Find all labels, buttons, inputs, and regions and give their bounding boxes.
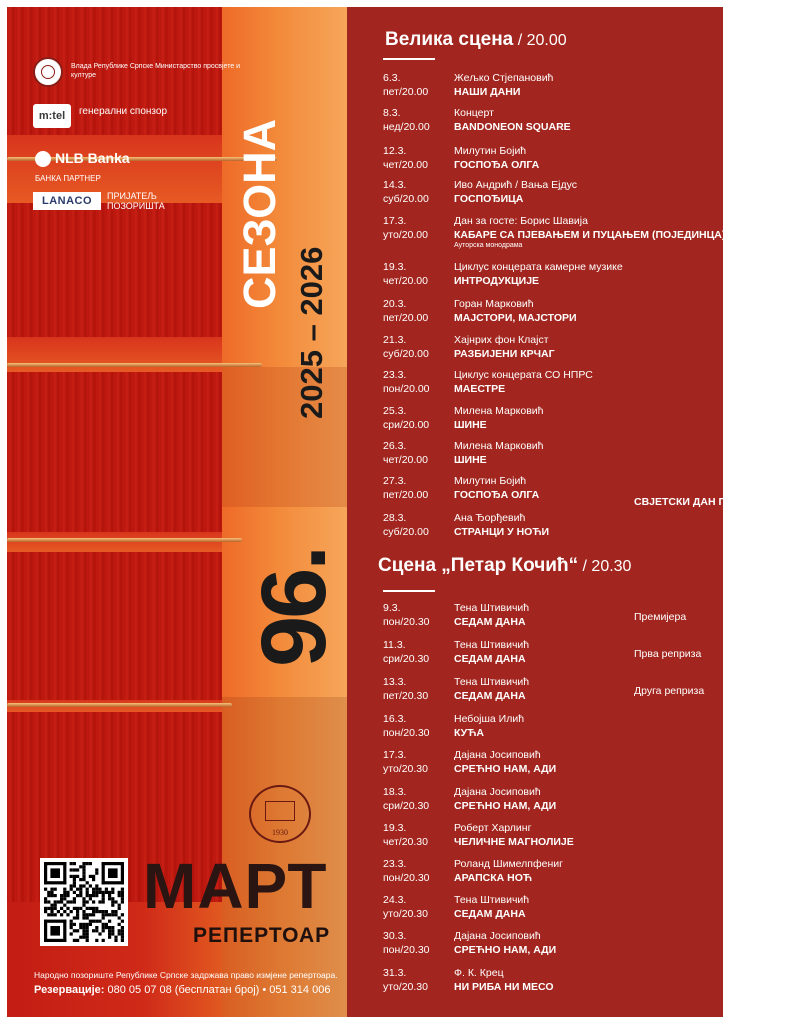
event-author: Роланд Шимелпфениг	[454, 858, 563, 870]
event-info	[454, 601, 724, 629]
event-row	[383, 675, 723, 715]
event-date: 13.3. пет/20.30	[383, 676, 429, 702]
event-info	[454, 260, 724, 288]
event-play: ГОСПОЂА ОЛГА	[454, 159, 540, 171]
event-row	[383, 821, 723, 861]
lanaco-logo: LANACO	[33, 192, 101, 210]
season-years: 2025 – 2026	[294, 246, 329, 419]
event-play: СРЕЋНО НАМ, АДИ	[454, 763, 557, 775]
government-emblem-icon	[33, 57, 63, 87]
event-author: Роберт Харлинг	[454, 822, 532, 834]
event-date: 23.3. пон/20.30	[383, 858, 430, 884]
repertoire-notice: Народно позориште Републике Српске задржава право измјене репертоара.	[34, 970, 338, 980]
mtel-logo: m:tel	[33, 104, 71, 128]
event-play: МАЕСТРЕ	[454, 383, 506, 395]
event-row	[383, 638, 723, 678]
event-date: 17.3. уто/20.30	[383, 749, 428, 775]
big-stage-title: Велика сцена / 20.00	[385, 29, 567, 50]
event-author: Циклус концерата СО НПРС	[454, 369, 593, 381]
event-play: СТРАНЦИ У НОЋИ	[454, 526, 550, 538]
event-date: 12.3. чет/20.00	[383, 145, 428, 171]
event-row	[383, 178, 723, 218]
event-author: Иво Андрић / Вања Ејдус	[454, 179, 577, 191]
season-title	[202, 47, 345, 667]
event-row	[383, 260, 723, 300]
event-row	[383, 404, 723, 444]
event-date: 18.3. сри/20.30	[383, 786, 430, 812]
event-date: 19.3. чет/20.00	[383, 261, 428, 287]
event-row	[383, 511, 723, 551]
event-date: 28.3. суб/20.00	[383, 512, 429, 538]
event-play: КАБАРЕ СА ПЈЕВАЊЕМ И ПУЦАЊЕМ (ПОЈЕДИНЦА)	[454, 229, 726, 241]
event-play: СЕДАМ ДАНА	[454, 653, 526, 665]
event-row	[383, 893, 723, 933]
event-date: 20.3. пет/20.00	[383, 298, 429, 324]
event-tag: Прва реприза	[634, 648, 702, 660]
event-tag: СВЈЕТСКИ ДАН ПОЗОРИШТА	[634, 496, 787, 508]
season-number: 96.	[243, 548, 345, 667]
event-row	[383, 71, 723, 111]
event-info	[454, 675, 724, 703]
event-date: 16.3. пон/20.30	[383, 713, 430, 739]
kocic-stage-title: Сцена „Петар Кочић“ / 20.30	[378, 555, 632, 576]
event-author: Хајнрих фон Клајст	[454, 334, 549, 346]
repertoire-title: РЕПЕРТОАР	[193, 924, 331, 947]
event-note: Ауторска монодрама	[454, 242, 523, 249]
event-row	[383, 601, 723, 641]
event-info	[454, 748, 724, 776]
event-date: 31.3. уто/20.30	[383, 967, 428, 993]
event-date: 25.3. сри/20.00	[383, 405, 430, 431]
event-info	[454, 821, 724, 849]
event-date: 6.3. пет/20.00	[383, 72, 429, 98]
poster	[7, 7, 787, 1017]
event-date: 9.3. пон/20.30	[383, 602, 430, 628]
nlb-logo-icon	[35, 151, 51, 167]
reservations-line	[34, 984, 330, 996]
season-word: СЕЗОНА	[234, 118, 285, 309]
event-info	[454, 857, 724, 885]
event-info	[454, 638, 724, 666]
event-date: 27.3. пет/20.00	[383, 475, 429, 501]
event-author: Жељко Стјепановић	[454, 72, 554, 84]
event-play: РАЗБИЈЕНИ КРЧАГ	[454, 348, 555, 360]
event-row	[383, 214, 726, 254]
event-info	[454, 214, 724, 250]
event-author: Тена Штивичић	[454, 639, 530, 651]
event-row	[383, 106, 723, 146]
event-info	[454, 712, 724, 740]
event-row	[383, 748, 723, 788]
event-date: 24.3. уто/20.30	[383, 894, 428, 920]
reservations-phones: 080 05 07 08 (бесплатан број) • 051 314 006	[107, 984, 331, 996]
mtel-role: генерални спонзор	[79, 106, 168, 117]
event-info	[454, 785, 724, 813]
event-tag: Друга реприза	[634, 685, 705, 697]
event-play: СРЕЋНО НАМ, АДИ	[454, 800, 557, 812]
theatre-seal-icon	[249, 785, 311, 843]
reservations-label: Резервације:	[34, 984, 105, 996]
event-row	[383, 785, 723, 825]
event-row	[383, 474, 787, 514]
event-row	[383, 857, 723, 897]
event-row	[383, 297, 723, 337]
nlb-role: БАНКА ПАРТНЕР	[35, 174, 101, 183]
event-play: ГОСПОЂИЦА	[454, 193, 524, 205]
event-author: Ана Ђорђевић	[454, 512, 526, 524]
event-info	[454, 404, 724, 432]
event-info	[454, 368, 724, 396]
event-author: Тена Штивичић	[454, 676, 530, 688]
kocic-stage-rule	[383, 590, 435, 592]
event-row	[383, 368, 723, 408]
event-info	[454, 511, 724, 539]
event-play: ШИНЕ	[454, 454, 487, 466]
seal-year: 1930	[272, 828, 288, 837]
event-date: 11.3. сри/20.30	[383, 639, 430, 665]
event-date: 17.3. уто/20.00	[383, 215, 428, 241]
event-play: СЕДАМ ДАНА	[454, 616, 526, 628]
event-author: Дан за госте: Борис Шавија	[454, 215, 588, 227]
event-play: ГОСПОЂА ОЛГА	[454, 489, 540, 501]
event-play: СРЕЋНО НАМ, АДИ	[454, 944, 557, 956]
event-author: Циклус концерата камерне музике	[454, 261, 623, 273]
event-author: Дајана Јосиповић	[454, 930, 541, 942]
event-row	[383, 712, 723, 752]
qr-code[interactable]	[40, 858, 128, 946]
event-info	[454, 966, 724, 994]
event-author: Милена Марковић	[454, 405, 544, 417]
event-play: НАШИ ДАНИ	[454, 86, 521, 98]
event-date: 8.3. нед/20.00	[383, 107, 430, 133]
event-row	[383, 966, 723, 1006]
nlb-logo: NLB Banka	[55, 150, 130, 166]
event-info	[454, 106, 724, 134]
event-author: Милутин Бојић	[454, 475, 527, 487]
event-author: Тена Штивичић	[454, 894, 530, 906]
event-author: Милена Марковић	[454, 440, 544, 452]
event-play: ИНТРОДУКЦИЈЕ	[454, 275, 540, 287]
event-author: Небојша Илић	[454, 713, 525, 725]
event-date: 23.3. пон/20.00	[383, 369, 430, 395]
event-date: 19.3. чет/20.30	[383, 822, 428, 848]
event-info	[454, 333, 724, 361]
event-date: 14.3. суб/20.00	[383, 179, 429, 205]
event-author: Горан Марковић	[454, 298, 534, 310]
event-info	[454, 929, 724, 957]
lanaco-role: ПРИЈАТЕЉ ПОЗОРИШТА	[107, 191, 165, 211]
event-play: АРАПСКА НОЋ	[454, 872, 533, 884]
event-date: 21.3. суб/20.00	[383, 334, 429, 360]
event-date: 26.3. чет/20.00	[383, 440, 428, 466]
event-author: Концерт	[454, 107, 494, 119]
event-tag: Премијера	[634, 611, 687, 623]
event-play: КУЋА	[454, 727, 484, 739]
event-info	[454, 474, 787, 508]
event-play: НИ РИБА НИ МЕСО	[454, 981, 554, 993]
qr-code-icon	[44, 862, 124, 942]
event-info	[454, 893, 724, 921]
event-info	[454, 297, 724, 325]
event-play: ЧЕЛИЧНЕ МАГНОЛИЈЕ	[454, 836, 574, 848]
event-play: СЕДАМ ДАНА	[454, 908, 526, 920]
event-row	[383, 333, 723, 373]
event-row	[383, 929, 723, 969]
event-author: Милутин Бојић	[454, 145, 527, 157]
event-play: СЕДАМ ДАНА	[454, 690, 526, 702]
event-info	[454, 178, 724, 206]
ministry-text: Влада Републике Српске Министарство просвјете и културе	[71, 63, 241, 79]
event-author: Ф. К. Крец	[454, 967, 504, 979]
event-author: Дајана Јосиповић	[454, 749, 541, 761]
event-date: 30.3. пон/20.30	[383, 930, 430, 956]
event-play: BANDONEON SQUARE	[454, 121, 571, 133]
event-play: МАЈСТОРИ, МАЈСТОРИ	[454, 312, 577, 324]
big-stage-rule	[383, 58, 435, 60]
event-info	[454, 144, 724, 172]
event-author: Дајана Јосиповић	[454, 786, 541, 798]
event-info	[454, 71, 724, 99]
month-title: МАРТ	[143, 850, 328, 922]
event-row	[383, 439, 723, 479]
event-author: Тена Штивичић	[454, 602, 530, 614]
event-info	[454, 439, 724, 467]
event-play: ШИНЕ	[454, 419, 487, 431]
